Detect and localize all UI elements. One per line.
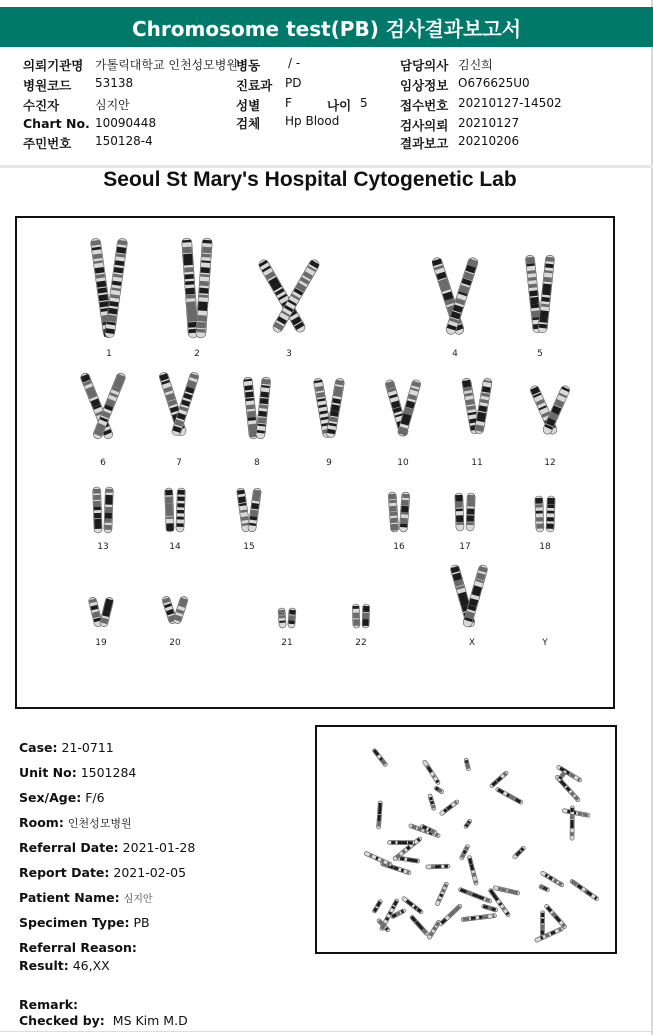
chromosome-label-8: 8 <box>254 458 260 468</box>
metaphase-chromosome <box>463 818 472 829</box>
patient-label: 수진자 <box>23 98 60 113</box>
chromosome-7 <box>158 371 200 437</box>
chart-no-value: 10090448 <box>95 116 157 130</box>
unit-row <box>19 765 136 780</box>
chromosome-1 <box>90 238 128 338</box>
clinical-info-label: 임상정보 <box>400 78 449 93</box>
chromosome-8 <box>243 377 271 440</box>
chromosome-13 <box>93 487 114 533</box>
chromosome-label-21: 21 <box>281 638 293 648</box>
metaphase-chromosome <box>377 801 383 829</box>
metaphase-chromosome <box>434 786 445 795</box>
id-number-value: 150128-4 <box>95 134 153 148</box>
request-date-value: 20210127 <box>458 116 520 130</box>
chromosome-label-22: 22 <box>355 638 367 648</box>
metaphase-chromosome <box>464 758 471 771</box>
chromosome-18 <box>535 496 555 532</box>
report-date-label: 결과보고 <box>400 136 449 151</box>
metaphase-chromosome <box>569 879 599 902</box>
result-label: Result: <box>19 958 69 973</box>
remark-label: Remark: <box>19 997 79 1012</box>
metaphase-chromosome <box>570 806 574 840</box>
age-label: 나이 <box>327 98 352 113</box>
metaphase-panel <box>315 725 617 954</box>
metaphase-chromosome <box>372 748 388 767</box>
request-date-label: 검사의뢰 <box>400 118 449 133</box>
metaphase-chromosome <box>493 885 520 895</box>
metaphase-chromosome <box>538 884 550 892</box>
metaphase-chromosome <box>540 911 544 938</box>
chromosome-2 <box>182 238 213 338</box>
metaphase-chromosome <box>562 808 590 817</box>
referral-date-value: 2021-01-28 <box>122 840 196 855</box>
metaphase-chromosome <box>388 840 415 844</box>
remark-row <box>19 997 78 1012</box>
metaphase-chromosome <box>364 851 393 867</box>
chromosome-19 <box>88 596 114 627</box>
chromosome-3 <box>257 258 321 334</box>
chromosome-label-4: 4 <box>452 349 458 359</box>
specimen-value: Hp Blood <box>285 114 340 128</box>
specimen-type-label: Specimen Type: <box>19 915 130 930</box>
metaphase-chromosome <box>435 882 449 907</box>
chromosome-16 <box>388 492 410 532</box>
checked-by-label: Checked by: <box>19 1013 105 1028</box>
chromosome-X <box>450 564 489 628</box>
report-date-label-2: Report Date: <box>19 865 110 880</box>
checked-by-value: MS Kim M.D <box>112 1013 188 1028</box>
ward-value: / - <box>288 56 301 70</box>
hospital-code-value: 53138 <box>95 76 134 90</box>
patient-name-value: 심지안 <box>123 894 153 905</box>
chromosome-label-2: 2 <box>194 349 200 359</box>
result-value: 46,XX <box>72 958 110 973</box>
chromosome-22 <box>352 604 370 628</box>
checked-by-row <box>19 1013 188 1028</box>
chromosome-label-5: 5 <box>537 349 543 359</box>
metaphase-chromosome <box>544 904 568 930</box>
chromosome-6 <box>79 372 126 440</box>
case-value: 21-0711 <box>61 740 114 755</box>
metaphase-chromosome <box>458 887 492 903</box>
sex-age-value: F/6 <box>85 790 105 805</box>
referral-reason-row <box>19 940 137 955</box>
result-row <box>19 958 110 973</box>
metaphase-chromosome <box>409 915 429 936</box>
doctor-label: 담당의사 <box>400 58 449 73</box>
sex-age-row <box>19 790 105 805</box>
chromosome-label-7: 7 <box>176 458 182 468</box>
institution-label: 의뢰기관명 <box>23 58 84 73</box>
footer-divider <box>0 1031 653 1032</box>
chromosome-4 <box>431 256 479 335</box>
metaphase-chromosome <box>439 799 460 816</box>
referral-date-row <box>19 840 195 855</box>
patient-name-row <box>19 890 153 905</box>
patient-name-label: Patient Name: <box>19 890 120 905</box>
chromosome-label-9: 9 <box>326 458 332 468</box>
unit-value: 1501284 <box>80 765 137 780</box>
report-date-value-2: 2021-02-05 <box>113 865 187 880</box>
room-label: Room: <box>19 815 64 830</box>
institution-value: 가톨릭대학교 인천성모병원 <box>95 58 238 72</box>
sex-label: 성별 <box>236 98 261 113</box>
metaphase-chromosome <box>512 845 526 859</box>
chart-no-label: Chart No. <box>23 116 90 131</box>
chromosome-9 <box>313 378 345 439</box>
id-number-label: 주민번호 <box>23 136 72 151</box>
report-title: Chromosome test(PB) 검사결과보고서 <box>0 7 653 47</box>
referral-date-label: Referral Date: <box>19 840 119 855</box>
metaphase-chromosome <box>426 864 450 869</box>
receipt-value: 20210127-14502 <box>458 96 562 110</box>
metaphase-chromosome <box>495 787 523 805</box>
doctor-value: 김신희 <box>458 58 493 72</box>
chromosome-label-19: 19 <box>95 638 107 648</box>
patient-info-grid <box>0 52 653 162</box>
metaphase-chromosome <box>540 870 565 887</box>
dept-label: 진료과 <box>236 78 273 93</box>
metaphase-chromosome <box>372 899 383 914</box>
metaphase-chromosome <box>422 759 441 785</box>
metaphase-chromosome <box>467 855 478 885</box>
chromosome-label-14: 14 <box>169 542 181 552</box>
metaphase-chromosome <box>534 926 564 942</box>
hospital-code-label: 병원코드 <box>23 78 72 93</box>
referral-reason-label: Referral Reason: <box>19 940 137 955</box>
chromosome-label-6: 6 <box>100 458 106 468</box>
sex-age-label: Sex/Age: <box>19 790 82 805</box>
chromosome-label-Y: Y <box>542 638 548 648</box>
metaphase-chromosome <box>481 904 498 913</box>
chromosome-label-20: 20 <box>169 638 181 648</box>
chromosome-label-11: 11 <box>471 458 483 468</box>
room-value: 인천성모병원 <box>67 817 132 830</box>
ward-label: 병동 <box>236 58 261 73</box>
metaphase-spread-image <box>317 727 615 952</box>
chromosome-20 <box>161 595 188 624</box>
chromosome-label-3: 3 <box>286 349 292 359</box>
chromosome-10 <box>384 379 421 437</box>
case-row <box>19 740 114 755</box>
karyogram-panel <box>15 216 615 709</box>
metaphase-chromosome <box>438 903 462 926</box>
chromosome-label-16: 16 <box>393 542 405 552</box>
metaphase-chromosome <box>489 770 509 788</box>
age-value: 5 <box>360 96 368 110</box>
room-row <box>19 815 132 831</box>
karyogram-image <box>17 218 613 707</box>
report-date-row <box>19 865 186 880</box>
specimen-label: 검체 <box>236 116 261 131</box>
chromosome-17 <box>455 493 476 531</box>
chromosome-15 <box>236 488 261 533</box>
metaphase-chromosome <box>428 794 437 811</box>
chromosome-label-X: X <box>468 638 476 648</box>
receipt-label: 접수번호 <box>400 98 449 113</box>
chromosome-12 <box>529 384 571 435</box>
chromosome-21 <box>278 608 296 628</box>
chromosome-label-18: 18 <box>539 542 551 552</box>
chromosome-5 <box>525 255 555 334</box>
chromosome-14 <box>165 488 186 532</box>
chromosome-label-15: 15 <box>243 542 255 552</box>
metaphase-chromosome <box>461 913 497 921</box>
patient-value: 심지안 <box>95 98 130 112</box>
lab-title: Seoul St Mary's Hospital Cytogenetic Lab <box>103 168 517 191</box>
specimen-type-value: PB <box>133 915 150 930</box>
chromosome-label-1: 1 <box>106 349 112 359</box>
chromosome-label-17: 17 <box>459 542 471 552</box>
chromosome-label-13: 13 <box>97 542 109 552</box>
chromosome-label-12: 12 <box>544 458 556 468</box>
chromosome-11 <box>461 378 492 435</box>
unit-label: Unit No: <box>19 765 77 780</box>
clinical-info-value: O676625U0 <box>458 76 530 90</box>
sex-value: F <box>285 96 292 110</box>
case-label: Case: <box>19 740 58 755</box>
report-date-value: 20210206 <box>458 134 520 148</box>
specimen-type-row <box>19 915 150 930</box>
dept-value: PD <box>285 76 302 90</box>
chromosome-label-10: 10 <box>397 458 409 468</box>
